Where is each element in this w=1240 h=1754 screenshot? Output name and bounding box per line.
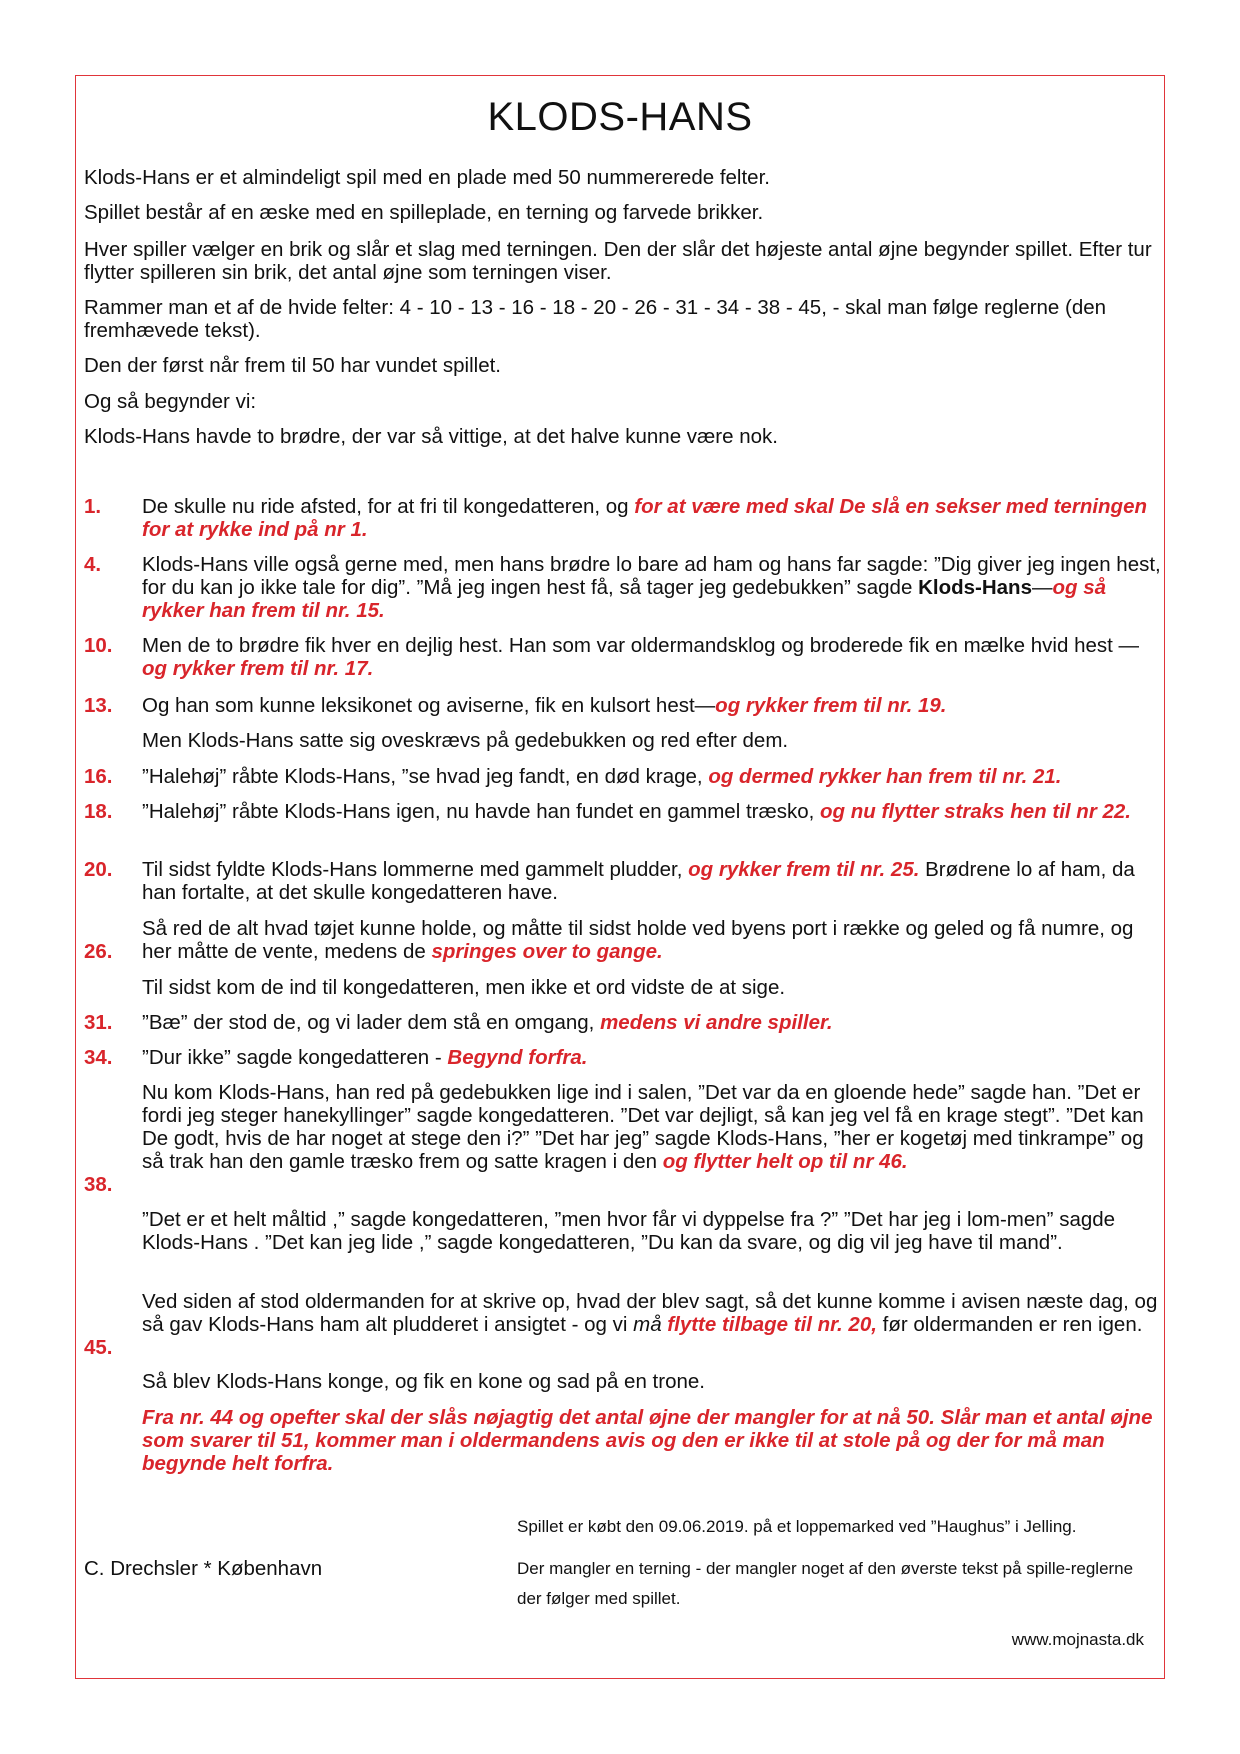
intro-paragraph: Klods-Hans er et almindeligt spil med en plade med 50 nummererede felter. xyxy=(84,166,770,189)
rule-action: og rykker frem til nr. 19. xyxy=(715,694,947,717)
rule-number: 16. xyxy=(84,765,113,788)
rule-action: for at være med skal De slå en sekser med terningen for at rykke ind på nr 1. xyxy=(142,495,1148,541)
final-rule: Fra nr. 44 og opefter skal der slås nøjagtig det antal øjne der mangler for at nå 50. Slår man et antal øjne som svarer til 51, kommer man i oldermandens avis og den er ikke til at stole på og der for må man begynde helt forfra. xyxy=(142,1406,1153,1475)
rule-action: medens vi andre spiller. xyxy=(600,1011,833,1034)
intro-paragraph: Den der først når frem til 50 har vundet spillet. xyxy=(84,354,502,377)
page-title: KLODS-HANS xyxy=(487,95,753,139)
purchase-note: Spillet er købt den 09.06.2019. på et loppemarked ved ”Haughus” i Jelling. xyxy=(517,1517,1077,1536)
rule-action: og nu flytter straks hen til nr 22. xyxy=(820,800,1131,823)
rule-number: 1. xyxy=(84,495,102,518)
rule-number: 18. xyxy=(84,800,113,823)
rule-number: 10. xyxy=(84,634,113,657)
intro-paragraph: Spillet består af en æske med en spilleplade, en terning og farvede brikker. xyxy=(84,201,764,224)
rule-number: 34. xyxy=(84,1046,113,1069)
website-link[interactable]: www.mojnasta.dk xyxy=(1011,1630,1144,1649)
rule-action: og dermed rykker han frem til nr. 21. xyxy=(708,765,1062,788)
rule-action: og rykker frem til nr. 17. xyxy=(142,657,374,680)
rule-number: 20. xyxy=(84,858,113,881)
rule-action: og rykker frem til nr. 25. xyxy=(688,858,920,881)
rule-number: 38. xyxy=(84,1173,113,1196)
rule-action: Begynd forfra. xyxy=(447,1046,588,1069)
rule-number: 31. xyxy=(84,1011,113,1034)
rule-number: 45. xyxy=(84,1336,113,1359)
missing-parts-note: Der mangler en terning - der mangler noget af den øverste tekst på spille-reglerne der følger med spillet. xyxy=(517,1559,1134,1608)
rule-action: og så rykker han frem til nr. 15. xyxy=(142,576,1107,622)
intro-paragraph: Klods-Hans havde to brødre, der var så vittige, at det halve kunne være nok. xyxy=(84,425,778,448)
rule-number: 13. xyxy=(84,694,113,717)
manufacturer: C. Drechsler * København xyxy=(84,1557,323,1580)
intro-paragraph: Hver spiller vælger en brik og slår et slag med terningen. Den der slår det højeste antal øjne begynder spillet. Efter tur flytter spilleren sin brik, det antal øjne som terningen viser. xyxy=(84,238,1152,284)
intro-paragraph: Og så begynder vi: xyxy=(84,390,257,413)
rule-number: 26. xyxy=(84,940,113,963)
rule-action: springes over to gange. xyxy=(431,940,663,963)
rule-action: flytte tilbage til nr. 20, xyxy=(661,1313,877,1336)
rule-action: og flytter helt op til nr 46. xyxy=(662,1150,908,1173)
rule-number: 4. xyxy=(84,553,102,576)
intro-paragraph: Rammer man et af de hvide felter: 4 - 10 - 13 - 16 - 18 - 20 - 26 - 31 - 34 - 38 - 45, - skal man følge reglerne (den fremhævede tekst). xyxy=(84,296,1107,342)
